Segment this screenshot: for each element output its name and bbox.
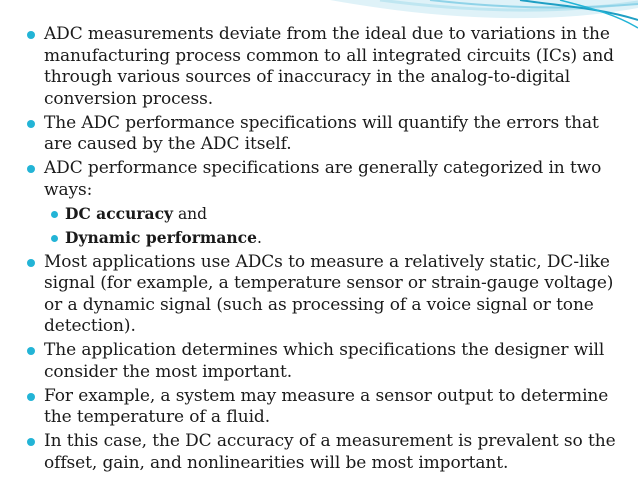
bullet-text: The application determines which specifications the designer will consider the most important. — [44, 340, 605, 382]
bullet-item — [24, 386, 616, 429]
sub-bullet-dot-icon — [51, 211, 58, 218]
bullet-text: ADC measurements deviate from the ideal due to variations in the manufacturing process common to all integrated circuits (ICs) and through various sources of inaccuracy in the analog-to-digital conversion process. — [44, 24, 614, 109]
bullet-item — [24, 113, 616, 156]
sub-bullet-bold-text: Dynamic performance — [65, 227, 257, 247]
sub-bullet-text: and — [173, 204, 208, 223]
sub-bullet-dot-icon — [51, 235, 58, 242]
bullet-dot-icon — [27, 438, 35, 446]
bullet-item — [24, 24, 616, 110]
sub-bullet-text: . — [256, 228, 262, 247]
bullet-item — [24, 252, 616, 338]
bullet-item — [24, 340, 616, 383]
bullet-text: For example, a system may measure a sensor output to determine the temperature of a fluid. — [44, 385, 609, 427]
bullet-dot-icon — [27, 165, 35, 173]
bullet-item — [24, 158, 616, 201]
bullet-dot-icon — [27, 120, 35, 128]
bullet-dot-icon — [27, 31, 35, 39]
bullet-text: In this case, the DC accuracy of a measurement is prevalent so the offset, gain, and nonlinearities will be most important. — [44, 431, 616, 473]
bullet-dot-icon — [27, 393, 35, 401]
bullet-text: Most applications use ADCs to measure a relatively static, DC-like signal (for example, a temperature sensor or strain-gauge voltage) or a dynamic signal (such as processing of a voice signal or tone detection). — [44, 251, 614, 336]
sub-bullet-item — [24, 228, 616, 248]
bullet-text: ADC performance specifications are generally categorized in two ways: — [44, 158, 602, 200]
sub-bullet-bold-text: DC accuracy — [65, 203, 174, 223]
bullet-dot-icon — [27, 259, 35, 267]
bullet-item — [24, 431, 616, 474]
sub-bullet-item — [24, 204, 616, 224]
bullet-dot-icon — [27, 347, 35, 355]
bullet-text: The ADC performance specifications will quantify the errors that are caused by the ADC itself. — [44, 112, 599, 154]
slide-body — [24, 24, 616, 477]
